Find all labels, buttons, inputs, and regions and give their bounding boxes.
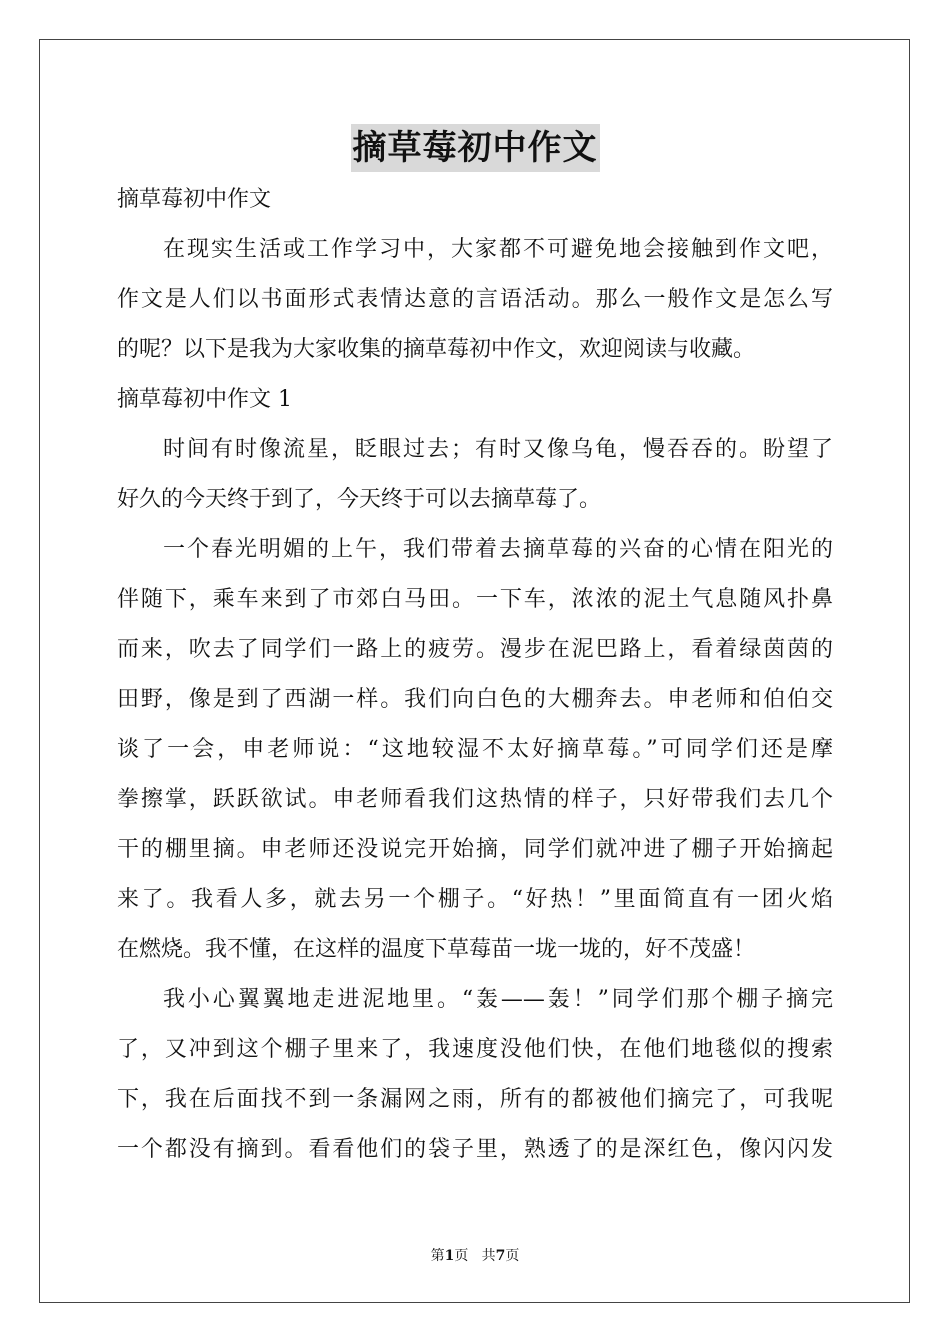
text-line: 摘草莓初中作文 (117, 187, 272, 212)
text-line: 拳擦掌，跃跃欲试。申老师看我们这热情的样子，只好带我们去几个 (117, 787, 833, 812)
text-line: 时间有时像流星，眨眼过去；有时又像乌龟，慢吞吞的。盼望了 (163, 437, 833, 462)
text-line: 了，又冲到这个棚子里来了，我速度没他们快，在他们地毯似的搜索 (117, 1037, 833, 1062)
text-line: 一个春光明媚的上午，我们带着去摘草莓的兴奋的心情在阳光的 (163, 537, 833, 562)
title-container (0, 124, 950, 172)
text-line: 而来，吹去了同学们一路上的疲劳。漫步在泥巴路上，看着绿茵茵的 (117, 637, 833, 662)
text-line: 来了。我看人多，就去另一个棚子。“好热！”里面简直有一团火焰 (117, 887, 833, 912)
document-body (117, 175, 833, 1175)
footer-total-suffix: 页 (505, 1248, 520, 1264)
text-line: 田野，像是到了西湖一样。我们向白色的大棚奔去。申老师和伯伯交 (117, 687, 833, 712)
text-line: 在燃烧。我不懂，在这样的温度下草莓苗一垅一垅的，好不茂盛！ (117, 937, 756, 962)
footer-total-pages: 7 (495, 1248, 506, 1264)
text-line: 在现实生活或工作学习中，大家都不可避免地会接触到作文吧， (163, 237, 833, 262)
text-line: 伴随下，乘车来到了市郊白马田。一下车，浓浓的泥土气息随风扑鼻 (117, 587, 833, 612)
text-line: 一个都没有摘到。看看他们的袋子里，熟透了的是深红色，像闪闪发 (117, 1137, 833, 1162)
document-title: 摘草莓初中作文 (351, 124, 600, 172)
text-line: 谈了一会，申老师说：“这地较湿不太好摘草莓。”可同学们还是摩 (117, 737, 833, 762)
text-line: 好久的今天终于到了，今天终于可以去摘草莓了。 (117, 487, 602, 512)
page-footer (0, 1246, 950, 1266)
text-line: 下，我在后面找不到一条漏网之雨，所有的都被他们摘完了，可我呢 (117, 1087, 833, 1112)
text-line: 干的棚里摘。申老师还没说完开始摘，同学们就冲进了棚子开始摘起 (117, 837, 833, 862)
text-line: 的呢？以下是我为大家收集的摘草莓初中作文，欢迎阅读与收藏。 (117, 337, 756, 362)
footer-page-suffix: 页 (454, 1248, 469, 1264)
footer-total-prefix: 共 (481, 1248, 496, 1264)
text-line: 我小心翼翼地走进泥地里。“轰——轰！”同学们那个棚子摘完 (163, 987, 833, 1012)
text-line: 作文是人们以书面形式表情达意的言语活动。那么一般作文是怎么写 (117, 287, 833, 312)
footer-prefix: 第 (430, 1248, 445, 1264)
text-line: 摘草莓初中作文 1 (117, 387, 292, 412)
footer-page-number: 1 (444, 1248, 455, 1264)
